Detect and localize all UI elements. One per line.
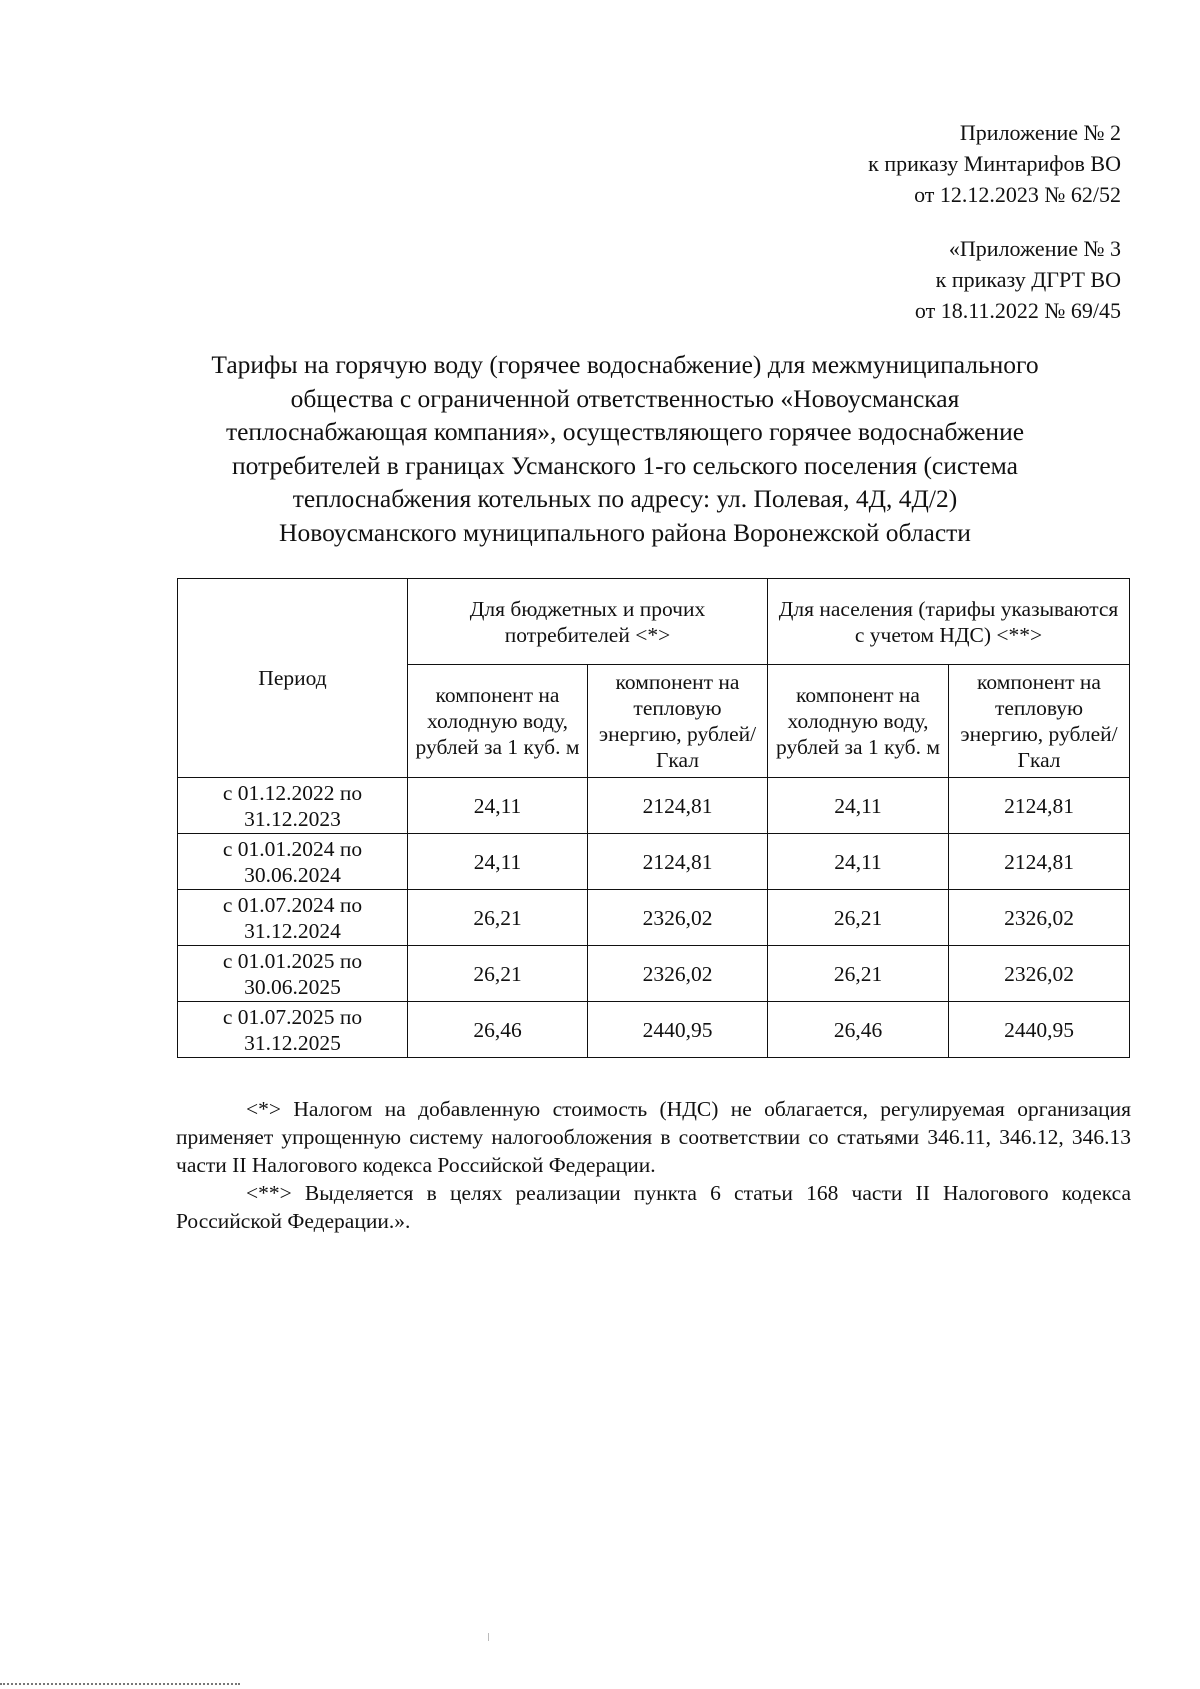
population-header: Для населения (тарифы указываются с учетом НДС) <**> (768, 579, 1130, 665)
tariff-table (177, 578, 1130, 1058)
population-cold-value: 26,21 (768, 946, 949, 1002)
budget-consumers-header: Для бюджетных и прочих потребителей <*> (408, 579, 768, 665)
appendix-number: Приложение № 2 (959, 120, 1121, 145)
title-line: общества с ограниченной ответственностью «Новоусманская (290, 383, 960, 413)
title-line: Тарифы на горячую воду (горячее водоснабжение) для межмуниципального (211, 350, 1039, 379)
table-row (178, 946, 1130, 1002)
period-cell: с 01.12.2022 по 31.12.2023 (178, 778, 408, 834)
population-heat-value: 2440,95 (949, 1002, 1130, 1058)
appendix-date: от 12.12.2023 № 62/52 (914, 182, 1121, 207)
table-header-row (178, 579, 1130, 665)
budget-heat-energy-header: компонент на тепловую энергию, рублей/Гкал (588, 665, 768, 778)
budget-cold-value: 26,21 (408, 890, 588, 946)
appendix-date: от 18.11.2022 № 69/45 (914, 298, 1121, 323)
appendix-order: к приказу ДГРТ ВО (935, 267, 1121, 292)
table-row (178, 890, 1130, 946)
title-line: теплоснабжающая компания», осуществляющего горячее водоснабжение (225, 417, 1025, 447)
population-cold-value: 26,21 (768, 890, 949, 946)
population-heat-value: 2124,81 (949, 834, 1130, 890)
table-row (178, 778, 1130, 834)
table-row (178, 834, 1130, 890)
budget-heat-value: 2440,95 (588, 1002, 768, 1058)
document-title (160, 348, 1090, 550)
table-row (178, 1002, 1130, 1058)
budget-heat-value: 2326,02 (588, 890, 768, 946)
appendix-number: «Приложение № 3 (948, 236, 1121, 261)
population-cold-water-header: компонент на холодную воду, рублей за 1 куб. м (768, 665, 949, 778)
period-cell: с 01.01.2025 по 30.06.2025 (178, 946, 408, 1002)
population-heat-value: 2124,81 (949, 778, 1130, 834)
budget-cold-value: 26,21 (408, 946, 588, 1002)
budget-cold-water-header: компонент на холодную воду, рублей за 1 куб. м (408, 665, 588, 778)
footnote-vat-exempt: <*> Налогом на добавленную стоимость (НДС) не облагается, регулируемая организация применяет упрощенную систему налогообложения в соответствии со статьями 346.11, 346.12, 346.13 части II Налогового кодекса Российской Федерации. (176, 1097, 1131, 1177)
period-header: Период (178, 579, 408, 778)
title-line: Новоусманского муниципального района Воронежской области (279, 517, 971, 547)
appendix-reference-current (868, 117, 1121, 210)
page-edge-divider (0, 1683, 240, 1685)
population-heat-value: 2326,02 (949, 890, 1130, 946)
period-cell: с 01.07.2024 по 31.12.2024 (178, 890, 408, 946)
budget-cold-value: 26,46 (408, 1002, 588, 1058)
title-line: потребителей в границах Усманского 1-го сельского поселения (система (232, 450, 1018, 480)
budget-heat-value: 2124,81 (588, 834, 768, 890)
budget-heat-value: 2124,81 (588, 778, 768, 834)
footnotes (176, 1095, 1131, 1235)
appendix-order: к приказу Минтарифов ВО (868, 151, 1121, 176)
footnote-vat-included: <**> Выделяется в целях реализации пункта 6 статьи 168 части II Налогового кодекса Российской Федерации.». (176, 1181, 1131, 1233)
title-line: теплоснабжения котельных по адресу: ул. Полевая, 4Д, 4Д/2) (292, 484, 958, 514)
population-cold-value: 26,46 (768, 1002, 949, 1058)
budget-heat-value: 2326,02 (588, 946, 768, 1002)
population-cold-value: 24,11 (768, 834, 949, 890)
scan-artifact (488, 1633, 489, 1641)
population-heat-energy-header: компонент на тепловую энергию, рублей/Гкал (949, 665, 1130, 778)
appendix-reference-previous (915, 233, 1121, 326)
period-cell: с 01.01.2024 по 30.06.2024 (178, 834, 408, 890)
population-cold-value: 24,11 (768, 778, 949, 834)
budget-cold-value: 24,11 (408, 778, 588, 834)
population-heat-value: 2326,02 (949, 946, 1130, 1002)
period-cell: с 01.07.2025 по 31.12.2025 (178, 1002, 408, 1058)
budget-cold-value: 24,11 (408, 834, 588, 890)
